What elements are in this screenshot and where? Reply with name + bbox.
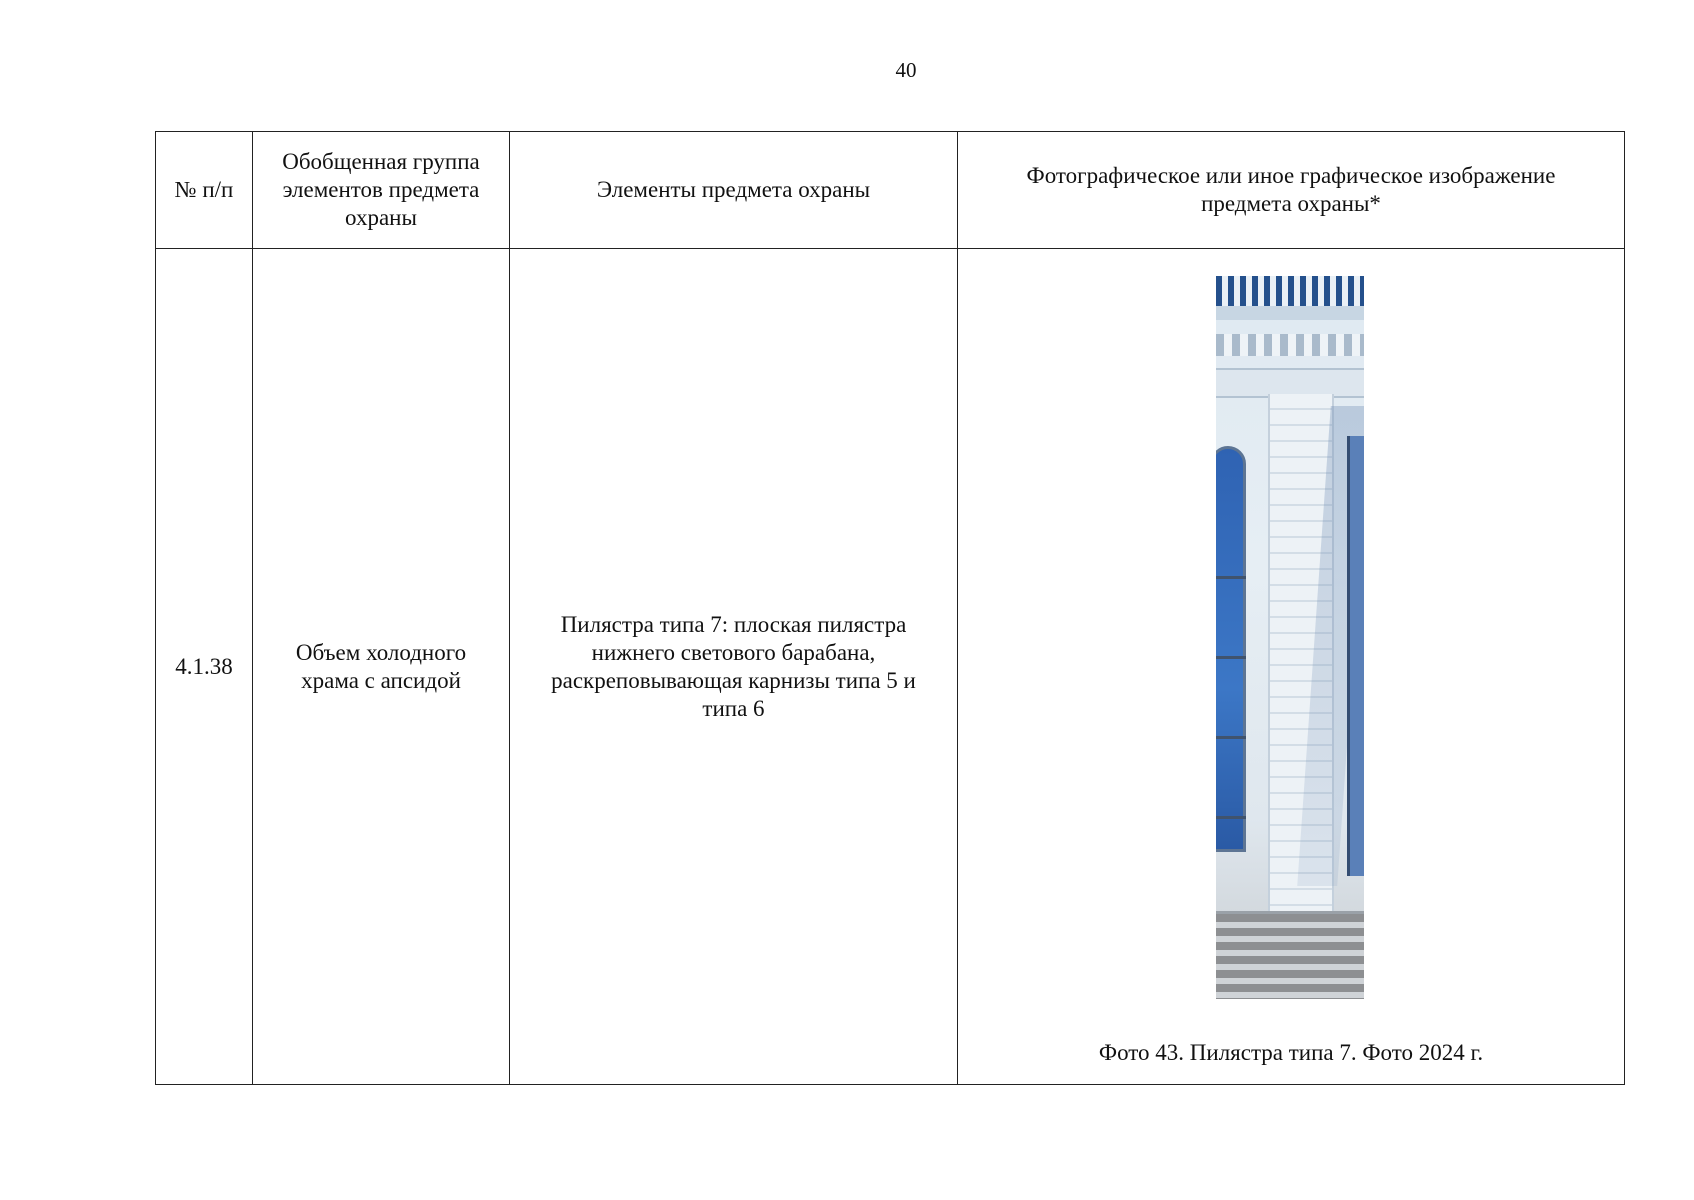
cell-photo (958, 249, 1625, 1085)
cell-group: Объем холодного храма с апсидой (253, 249, 510, 1085)
cell-elements: Пилястра типа 7: плоская пилястра нижнего светового барабана, раскреповывающая карнизы типа 5 и типа 6 (510, 249, 958, 1085)
header-photo: Фотографическое или иное графическое изображение предмета охраны* (958, 132, 1625, 249)
header-group: Обобщенная группа элементов предмета охраны (253, 132, 510, 249)
pilaster-photo (1216, 276, 1364, 999)
photo-caption: Фото 43. Пилястра типа 7. Фото 2024 г. (1098, 1040, 1484, 1065)
protection-table (155, 131, 1625, 1085)
table-header-row (156, 132, 1625, 249)
page-number: 40 (895, 58, 917, 82)
header-elements: Элементы предмета охраны (510, 132, 958, 249)
header-num: № п/п (156, 132, 253, 249)
table-row (156, 249, 1625, 1085)
cell-num: 4.1.38 (156, 249, 253, 1085)
